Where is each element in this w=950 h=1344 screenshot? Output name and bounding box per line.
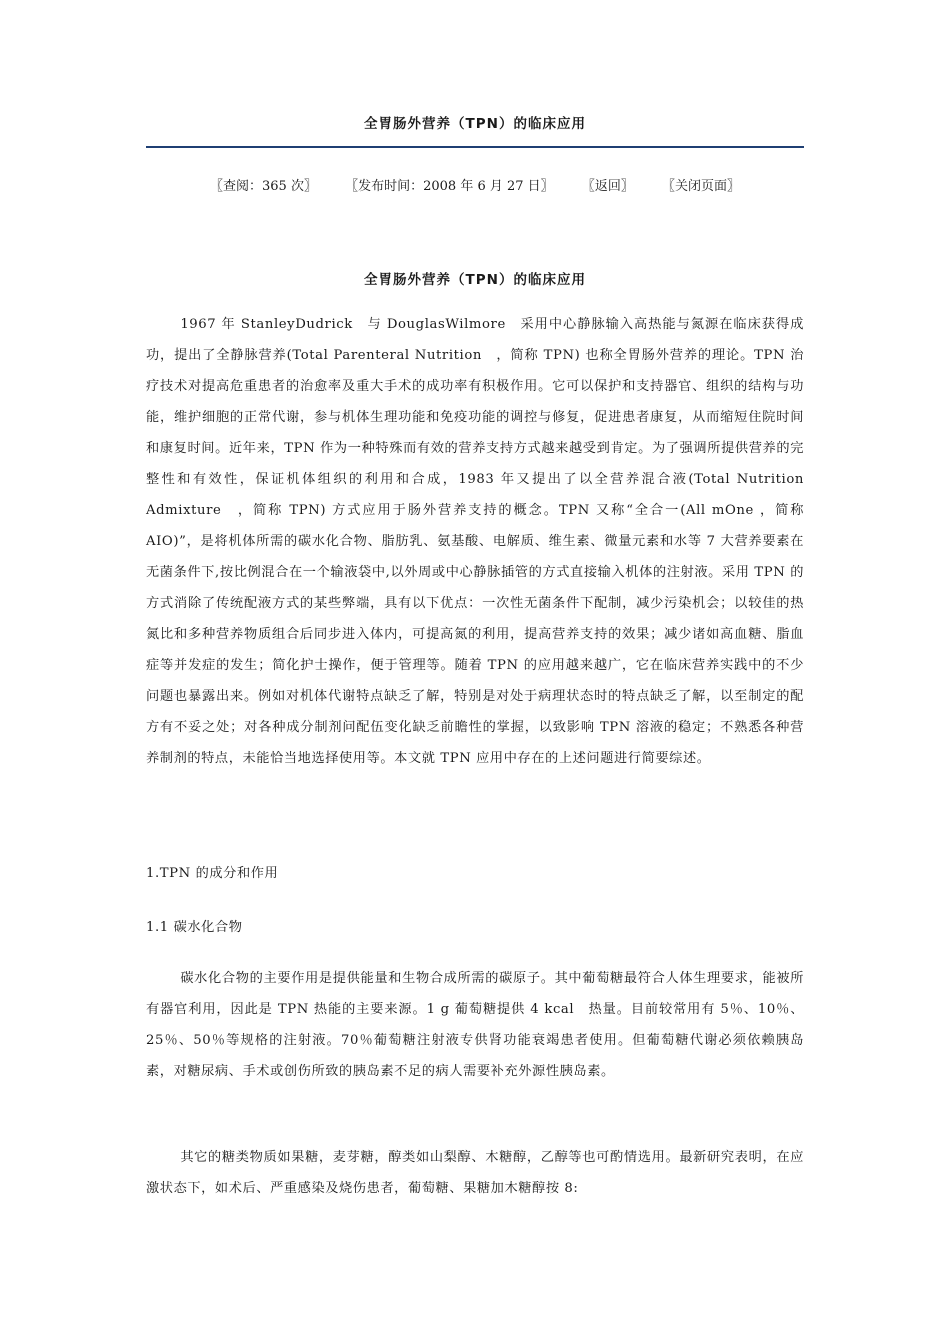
section-heading-1: 1.TPN 的成分和作用 — [146, 866, 279, 881]
title-divider — [146, 146, 804, 148]
meta-bar — [146, 175, 804, 194]
close-page-link[interactable]: 〖关闭页面〗 — [661, 179, 740, 194]
paragraph-intro: 1967 年 StanleyDudrick 与 DouglasWilmore 采用中心静脉输入高热能与氮源在临床获得成功，提出了全静脉营养(Total Parenteral Nutrition ，简称 TPN) 也称全胃肠外营养的理论。TPN 治疗技术对提高危重患者的治愈率及重大手术的成功率有积极作用。它可以保护和支持器官、组织的结构与功能，维护细胞的正常代谢，参与机体生理功能和免疫功能的调控与修复，促进患者康复，从而缩短住院时间和康复时间。近年来，TPN 作为一种特殊而有效的营养支持方式越来越受到肯定。为了强调所提供营养的完整性和有效性，保证机体组织的利用和合成，1983 年又提出了以全营养混合液(Total Nutrition Admixture ，简称 TPN) 方式应用于肠外营养支持的概念。TPN 又称“全合一(All mOne ，简称 AIO)”，是将机体所需的碳水化合物、脂肪乳、氨基酸、电解质、维生素、微量元素和水等 7 大营养要素在无菌条件下,按比例混合在一个输液袋中,以外周或中心静脉插管的方式直接输入机体的注射液。采用 TPN 的方式消除了传统配液方式的某些弊端，具有以下优点：一次性无菌条件下配制，减少污染机会；以较佳的热氮比和多种营养物质组合后同步进入体内，可提高氮的利用，提高营养支持的效果；减少诸如高血糖、脂血症等并发症的发生；简化护士操作，便于管理等。随着 TPN 的应用越来越广，它在临床营养实践中的不少问题也暴露出来。例如对机体代谢特点缺乏了解，特别是对处于病理状态时的特点缺乏了解，以至制定的配方有不妥之处；对各种成分制剂问配伍变化缺乏前瞻性的掌握，以致影响 TPN 溶液的稳定；不熟悉各种营养制剂的特点，未能恰当地选择使用等。本文就 TPN 应用中存在的上述问题进行简要综述。 — [146, 317, 804, 766]
page-title: 全胃肠外营养（TPN）的临床应用 — [364, 116, 586, 132]
article-title: 全胃肠外营养（TPN）的临床应用 — [364, 272, 586, 288]
publish-date: 〖发布时间：2008 年 6 月 27 日〗 — [345, 179, 554, 194]
back-link[interactable]: 〖返回〗 — [581, 179, 634, 194]
paragraph-other-sugars: 其它的糖类物质如果糖，麦芽糖，醇类如山梨醇、木糖醇，乙醇等也可酌情选用。最新研究表明，在应激状态下，如术后、严重感染及烧伤患者，葡萄糖、果糖加木糖醇按 8: — [146, 1150, 804, 1196]
paragraph-carbohydrates: 碳水化合物的主要作用是提供能量和生物合成所需的碳原子。其中葡萄糖最符合人体生理要求，能被所有器官利用，因此是 TPN 热能的主要来源。1 g 葡萄糖提供 4 kcal 热量。目前较常用有 5％、10％、25％、50％等规格的注射液。70％葡萄糖注射液专供肾功能衰竭患者使用。但葡萄糖代谢必须依赖胰岛素，对糖尿病、手术或创伤所致的胰岛素不足的病人需要补充外源性胰岛素。 — [146, 971, 804, 1079]
view-count: 〖查阅：365 次〗 — [210, 179, 317, 194]
section-heading-1-1: 1.1 碳水化合物 — [146, 920, 243, 935]
